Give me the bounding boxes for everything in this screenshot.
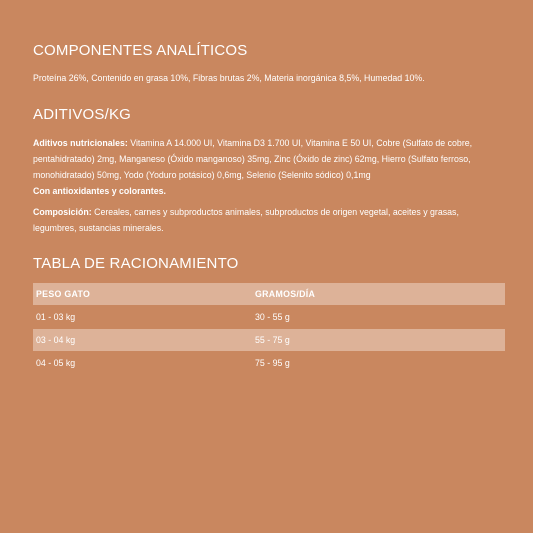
aditivos-label: Aditivos nutricionales: — [33, 138, 128, 148]
table-row — [33, 306, 505, 328]
header-gramos-dia: GRAMOS/DÍA — [255, 289, 316, 299]
composicion-text: Cereales, carnes y subproductos animales, subproductos de origen vegetal, aceites y grasas, legumbres, sustancias minerales. — [33, 207, 459, 233]
racionamiento-table — [33, 283, 505, 375]
cell-gramos: 55 - 75 g — [255, 335, 290, 345]
aditivos-text: Vitamina A 14.000 UI, Vitamina D3 1.700 UI, Vitamina E 50 UI, Cobre (Sulfato de cobre, pentahidratado) 2mg, Manganeso (Óxido manganoso) 35mg, Zinc (Óxido de zinc) 62mg, Hierro (Sulfato ferroso, monohidratado) 50mg, Yodo (Yoduro potásico) 0,6mg, Selenio (Selenito sódico) 0,1mg — [33, 138, 473, 180]
header-peso-gato: PESO GATO — [36, 289, 91, 299]
cell-gramos: 30 - 55 g — [255, 312, 290, 322]
cell-gramos: 75 - 95 g — [255, 358, 290, 368]
aditivos-paragraph — [33, 135, 503, 199]
composicion-paragraph — [33, 204, 503, 236]
table-row — [33, 329, 505, 351]
cell-peso: 01 - 03 kg — [36, 312, 76, 322]
cell-peso: 03 - 04 kg — [36, 335, 76, 345]
cell-peso: 04 - 05 kg — [36, 358, 76, 368]
antioxidantes-note: Con antioxidantes y colorantes. — [33, 186, 166, 196]
componentes-title: COMPONENTES ANALÍTICOS — [33, 42, 248, 59]
table-header-row — [33, 283, 505, 305]
table-row — [33, 352, 505, 374]
composicion-label: Composición: — [33, 207, 92, 217]
tabla-title: TABLA DE RACIONAMIENTO — [33, 255, 239, 272]
componentes-text: Proteína 26%, Contenido en grasa 10%, Fibras brutas 2%, Materia inorgánica 8,5%, Humedad 10%. — [33, 73, 425, 83]
aditivos-title: ADITIVOS/KG — [33, 106, 132, 123]
